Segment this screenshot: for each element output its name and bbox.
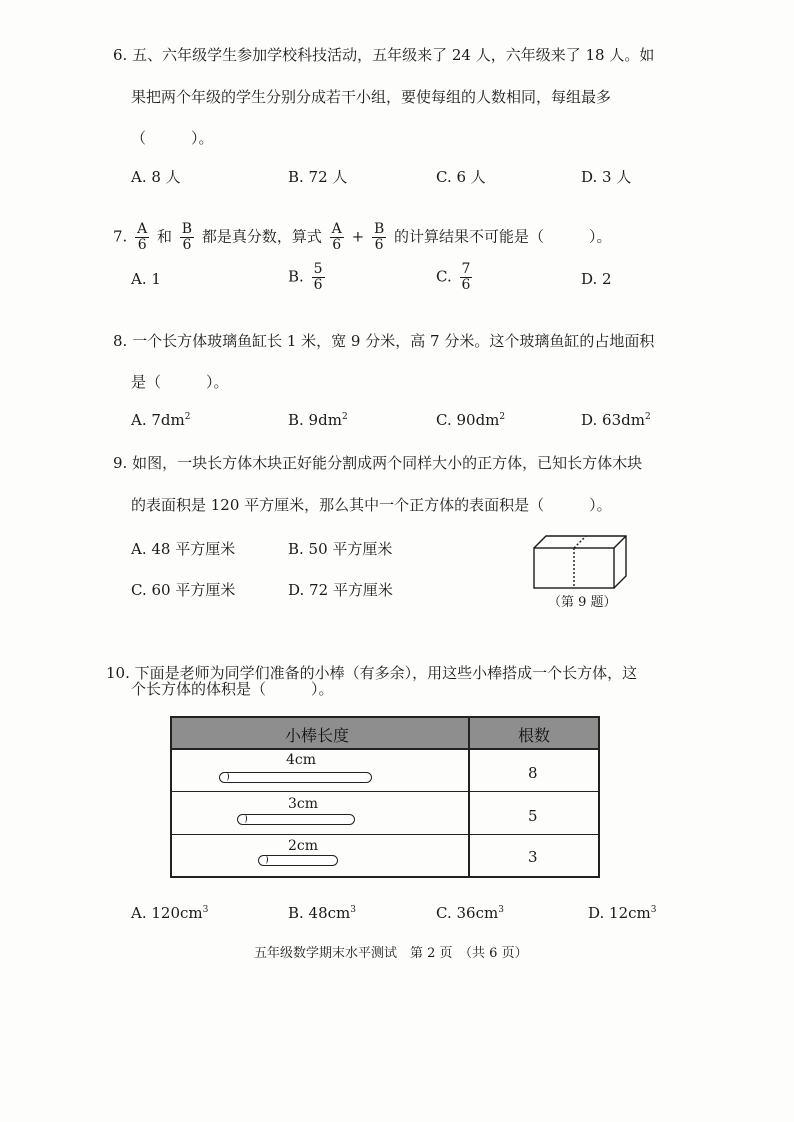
q7-expr-fraction-a: $\frac{A}{6}$ [331,221,342,253]
header-length: 小棒长度 [285,726,350,745]
q7-text-end: 的计算结果不可能是（ ）。 [394,227,612,246]
q10-option-c[interactable]: C. $36cm^3$ [436,904,504,922]
q7-option-b[interactable]: B. $\frac{5}{6}$ [288,261,323,293]
q9-option-d[interactable]: D. 72 平方厘米 [288,581,393,599]
q9-option-a[interactable]: A. 48 平方厘米 [131,540,236,558]
table-row-2-length: 3cm [288,796,319,812]
cuboid-figure [530,530,630,592]
table-row-1-length: 4cm [286,752,317,768]
row-divider [172,834,598,835]
q8-option-b[interactable]: B. $9dm^2$ [288,411,348,429]
row-divider [172,791,598,792]
q7-and: 和 [157,227,173,246]
table-row-3-length: 2cm [288,838,319,854]
q7-fraction-b: $\frac{B}{6}$ [181,221,193,253]
table-row-2-count: 5 [528,807,538,825]
figure-caption: （第 9 题） [548,595,617,610]
q7-fraction-a: $\frac{A}{6}$ [137,221,148,253]
q9-option-b[interactable]: B. 50 平方厘米 [288,540,393,558]
q6-option-c[interactable]: C. 6 人 [436,168,486,186]
q6-line3: （ ）。 [131,129,214,147]
q10-option-d[interactable]: D. $12cm^3$ [588,904,657,922]
q9-line1: 9. 如图，一块长方体木块正好能分割成两个同样大小的正方体，已知长方体木块 [113,454,643,472]
q9-line2: 的表面积是 120 平方厘米，那么其中一个正方体的表面积是（ ）。 [131,496,612,514]
q7-option-c-fraction: $\frac{7}{6}$ [461,261,471,293]
q6-option-d[interactable]: D. 3 人 [581,168,632,186]
page-footer: 五年级数学期末水平测试 第 2 页 （共 6 页） [254,946,528,961]
q10-option-a[interactable]: A. $120cm^3$ [131,904,209,922]
q6-option-a[interactable]: A. 8 人 [131,168,181,186]
q6-line2: 果把两个年级的学生分别分成若干小组，要使每组的人数相同，每组最多 [131,88,612,106]
q8-option-d[interactable]: D. $63dm^2$ [581,411,651,429]
q7-option-b-fraction: $\frac{5}{6}$ [313,261,323,293]
q7-option-c[interactable]: C. $\frac{7}{6}$ [436,261,471,293]
q10-line2: 个长方体的体积是（ ）。 [131,680,334,698]
q6-line1: 6. 五、六年级学生参加学校科技活动，五年级来了 24 人，六年级来了 18 人。如 [113,46,655,64]
stick-3cm [237,814,355,825]
table-header [172,718,598,750]
stick-4cm [219,772,372,783]
q10-option-b[interactable]: B. $48cm^3$ [288,904,357,922]
q8-option-a[interactable]: A. $7dm^2$ [131,411,191,429]
q7-stem [113,222,612,253]
q7-number: 7. [113,227,128,246]
q8-option-c[interactable]: C. $90dm^2$ [436,411,506,429]
q7-option-a[interactable]: A. 1 [131,270,161,288]
q8-line2: 是（ ）。 [131,373,229,391]
header-count: 根数 [518,726,551,745]
q7-expr-fraction-b: $\frac{B}{6}$ [373,221,385,253]
q9-option-c[interactable]: C. 60 平方厘米 [131,581,236,599]
sticks-table [170,716,600,878]
table-row-3-count: 3 [528,848,538,866]
q7-option-d[interactable]: D. 2 [581,270,612,288]
q6-option-b[interactable]: B. 72 人 [288,168,348,186]
stick-2cm [258,855,338,866]
q7-text-mid: 都是真分数，算式 [201,227,322,246]
q8-line1: 8. 一个长方体玻璃鱼缸长 1 米，宽 9 分米，高 7 分米。这个玻璃鱼缸的占地面积 [113,332,655,350]
table-row-1-count: 8 [528,764,538,782]
q7-plus: + [351,227,365,246]
column-divider [468,718,470,876]
q10-line1: 10. 下面是老师为同学们准备的小棒（有多余），用这些小棒搭成一个长方体，这 [106,664,638,682]
